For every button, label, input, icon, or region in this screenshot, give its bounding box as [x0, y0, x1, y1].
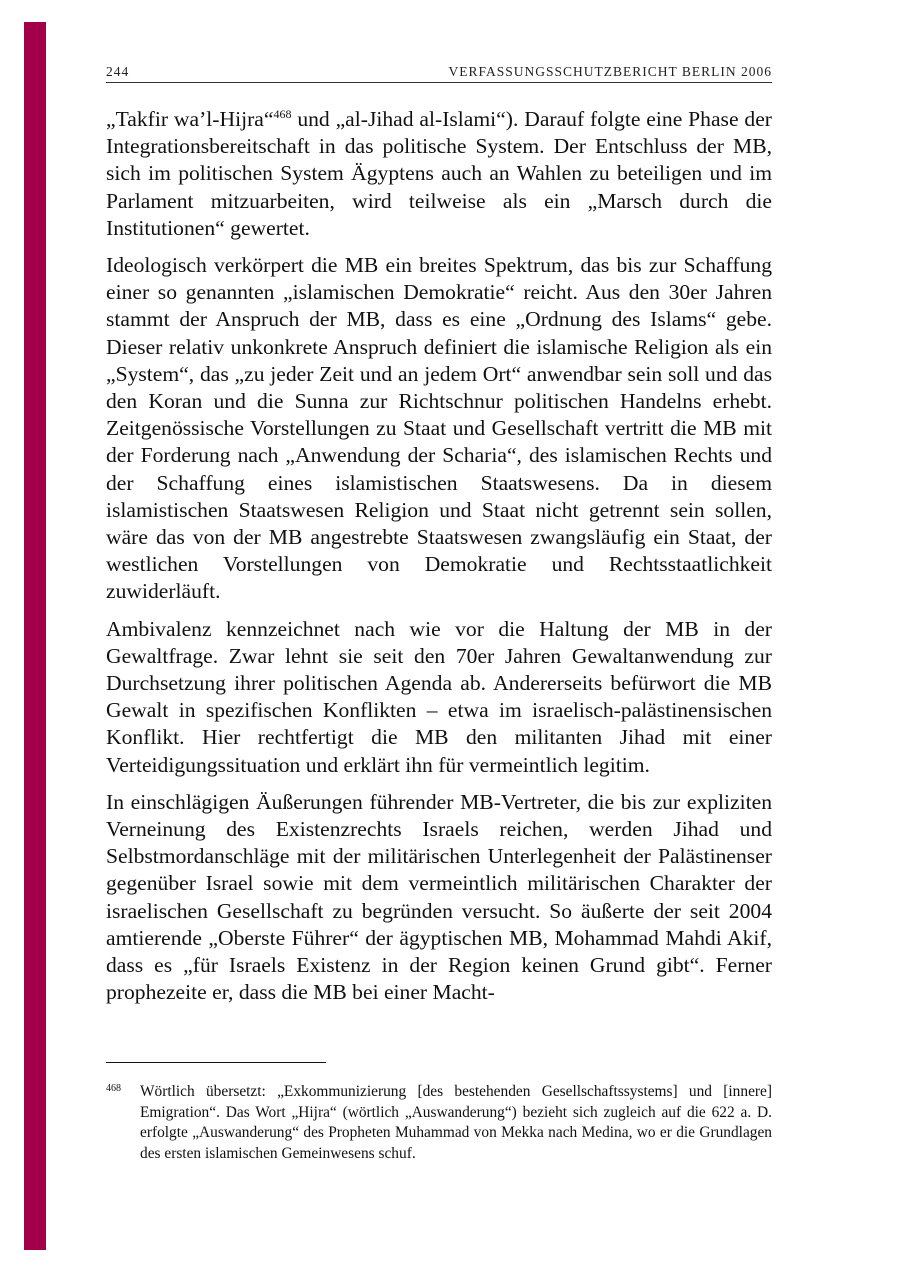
paragraph-3: Ambivalenz kennzeichnet nach wie vor die Haltung der MB in der Gewaltfrage. Zwar lehnt sie seit den 70er Jahren Gewaltanwendung zur Durchsetzung ihrer politischen Agenda ab. Andererseits befürwort die MB Gewalt in spezifischen Konflikten – etwa im israelisch-palästinensischen Konflikt. Hier rechtfertigt die MB den militanten Jihad mit einer Verteidigungssituation und erklärt ihn für vermeintlich legitim.: [106, 616, 772, 777]
footnote-separator: [106, 1062, 326, 1063]
footnote-number: 468: [106, 1083, 121, 1094]
side-color-bar: [24, 22, 46, 1250]
paragraph-1-start: „Takfir wa’l-Hijra“: [106, 107, 274, 131]
paragraph-2: Ideologisch verkörpert die MB ein breites Spektrum, das bis zur Schaffung einer so genannten „islamischen Demokratie“ reicht. Aus den 30er Jahren stammt der Anspruch der MB, dass es eine „Ordnung des Islams“ gebe. Dieser relativ unkonkrete Anspruch definiert die islamische Religion als ein „System“, das „zu jeder Zeit und an jedem Ort“ anwendbar sein soll und das den Koran und die Sunna zur Richtschnur politischen Handelns erhebt. Zeitgenössische Vorstellungen zu Staat und Gesellschaft vertritt die MB mit der Forderung nach „Anwendung der Scharia“, des islamischen Rechts und der Schaffung eines islamistischen Staatswesens. Da in diesem islamistischen Staatswesen Religion und Staat nicht getrennt sein sollen, wäre das von der MB angestrebte Staatswesen zwangsläufig ein Staat, der westlichen Vorstellungen von Demokratie und Rechtsstaatlichkeit zuwiderläuft.: [106, 253, 772, 604]
running-header-title: VERFASSUNGSSCHUTZBERICHT BERLIN 2006: [448, 64, 772, 79]
page-header: [106, 64, 772, 80]
footnote-text: Wörtlich übersetzt: „Exkommunizierung [des bestehenden Gesellschaftssystems] und [innere] Emigration“. Das Wort „Hijra“ (wörtlich „Auswanderung“) bezieht sich zugleich auf die 622 a. D. erfolgte „Auswanderung“ des Propheten Muhammad von Mekka nach Medina, wo er die Grundlagen des ersten islamischen Gemeinwesens schuf.: [140, 1083, 772, 1162]
footnote-reference[interactable]: 468: [273, 106, 292, 121]
paragraph-4: In einschlägigen Äußerungen führender MB-Vertreter, die bis zur expliziten Verneinung des Existenzrechts Israels reichen, werden Jihad und Selbstmordanschläge mit der militärischen Unterlegenheit der Palästinenser gegenüber Israel sowie mit dem vermeintlich militärischen Charakter der israelischen Gesellschaft zu begründen versucht. So äußerte der seit 2004 amtierende „Oberste Führer“ der ägyptischen MB, Mohammad Mahdi Akif, dass es „für Israels Existenz in der Region keinen Grund gibt“. Ferner prophezeite er, dass die MB bei einer Macht-: [106, 789, 772, 1005]
paragraph-1: [106, 106, 772, 242]
paragraph-1-rest: und „al-Jihad al-Islami“). Darauf folgte eine Phase der Integrationsbereitschaft in das politische System. Der Entschluss der MB, sich im politischen System Ägyptens auch an Wahlen zu beteiligen und im Parlament mitzuarbeiten, wird teilweise als ein „Marsch durch die Institutionen“ gewertet.: [106, 107, 772, 240]
header-rule: [106, 82, 772, 83]
page-number: 244: [106, 64, 130, 79]
body-text: [106, 106, 772, 1017]
footnote: [106, 1082, 772, 1164]
